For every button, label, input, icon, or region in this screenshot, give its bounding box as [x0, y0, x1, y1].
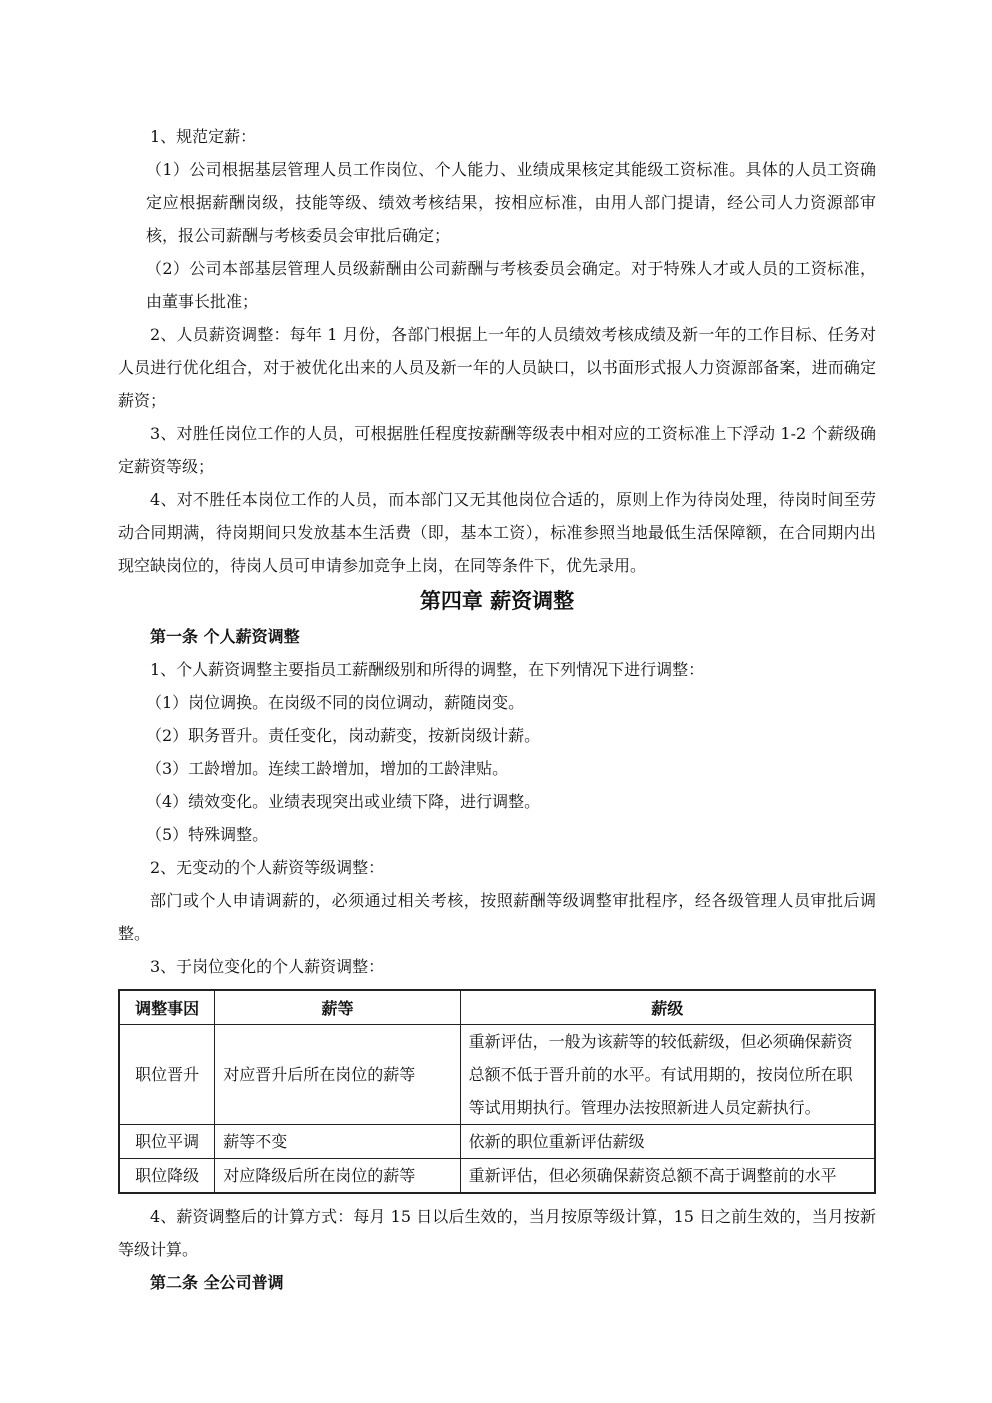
table-cell: 重新评估，但必须确保薪资总额不高于调整前的水平 [460, 1159, 875, 1194]
table-row [119, 1025, 875, 1125]
table-cell: 职位降级 [119, 1159, 215, 1194]
paragraph-item1-sub2: （2）公司本部基层管理人员级薪酬由公司薪酬与考核委员会确定。对于特殊人才或人员的工资标准，由董事长批准； [146, 259, 876, 311]
table-header-cell: 薪等 [215, 990, 460, 1025]
table-cell: 薪等不变 [215, 1125, 460, 1159]
article2-title: 第二条 全公司普调 [150, 1273, 284, 1292]
case-item: （1）岗位调换。在岗级不同的岗位调动，薪随岗变。 [146, 693, 525, 712]
case-item: （3）工龄增加。连续工龄增加，增加的工龄津贴。 [146, 759, 509, 778]
table-row [119, 1159, 875, 1194]
table-cell: 职位晋升 [119, 1025, 215, 1125]
case-item: （2）职务晋升。责任变化，岗动薪变，按新岗级计薪。 [146, 726, 541, 745]
article1-paragraph2: 2、无变动的个人薪资等级调整： [150, 858, 385, 877]
table-cell: 依新的职位重新评估薪级 [460, 1125, 875, 1159]
article1-paragraph5: 4、薪资调整后的计算方式：每月 15 日以后生效的，当月按原等级计算，15 日之前生效的，当月按新等级计算。 [118, 1207, 876, 1259]
article1-paragraph4: 3、于岗位变化的个人薪资调整： [150, 957, 385, 976]
article1-title: 第一条 个人薪资调整 [150, 627, 300, 646]
table-row [119, 1125, 875, 1159]
paragraph-item4: 4、对不胜任本岗位工作的人员，而本部门又无其他岗位合适的，原则上作为待岗处理，待岗时间至劳动合同期满，待岗期间只发放基本生活费（即，基本工资），标准参照当地最低生活保障额，在合同期内出现空缺岗位的，待岗人员可申请参加竞争上岗，在同等条件下，优先录用。 [118, 490, 876, 575]
paragraph-item3: 3、对胜任岗位工作的人员，可根据胜任程度按薪酬等级表中相对应的工资标准上下浮动 1-2 个薪级确定薪资等级； [118, 424, 876, 476]
table-cell: 对应晋升后所在岗位的薪等 [215, 1025, 460, 1125]
case-item: （4）绩效变化。业绩表现突出或业绩下降，进行调整。 [146, 792, 541, 811]
table-header-cell: 薪级 [460, 990, 875, 1025]
table-cell: 对应降级后所在岗位的薪等 [215, 1159, 460, 1194]
article1-paragraph1: 1、个人薪资调整主要指员工薪酬级别和所得的调整，在下列情况下进行调整： [150, 660, 705, 679]
chapter-title: 第四章 薪资调整 [419, 589, 575, 613]
salary-adjustment-table [118, 989, 876, 1194]
table-header-cell: 调整事因 [119, 990, 215, 1025]
document-body [118, 120, 876, 1299]
case-item: （5）特殊调整。 [146, 825, 269, 844]
paragraph-item1-sub1: （1）公司根据基层管理人员工作岗位、个人能力、业绩成果核定其能级工资标准。具体的人员工资确定应根据薪酬岗级，技能等级、绩效考核结果，按相应标准，由用人部门提请，经公司人力资源部审核，报公司薪酬与考核委员会审批后确定； [146, 160, 876, 245]
paragraph-item1-title: 1、规范定薪： [150, 127, 257, 146]
table-cell: 职位平调 [119, 1125, 215, 1159]
table-header-row [119, 990, 875, 1025]
paragraph-item2: 2、人员薪资调整：每年 1 月份，各部门根据上一年的人员绩效考核成绩及新一年的工作目标、任务对人员进行优化组合，对于被优化出来的人员及新一年的人员缺口，以书面形式报人力资源部备案，进而确定薪资； [118, 325, 876, 410]
article1-paragraph3: 部门或个人申请调薪的，必须通过相关考核，按照薪酬等级调整审批程序，经各级管理人员审批后调整。 [118, 891, 876, 943]
table-cell: 重新评估，一般为该薪等的较低薪级，但必须确保薪资总额不低于晋升前的水平。有试用期的，按岗位所在职等试用期执行。管理办法按照新进人员定薪执行。 [460, 1025, 875, 1125]
